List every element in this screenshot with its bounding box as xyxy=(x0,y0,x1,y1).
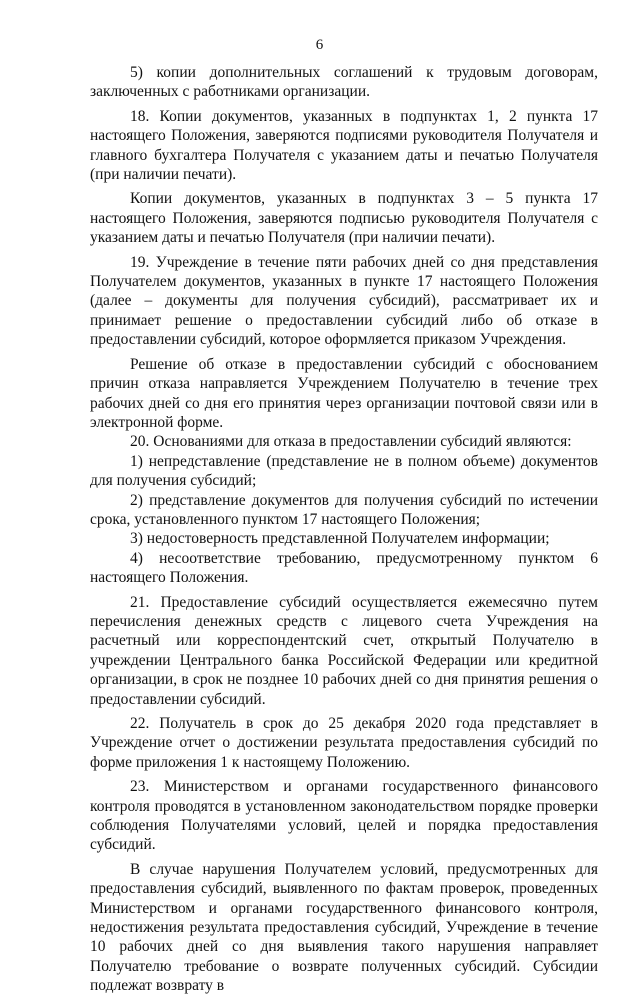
page-number: 6 xyxy=(315,37,324,53)
document-body xyxy=(90,63,598,996)
paragraph-20: 20. Основаниями для отказа в предоставлении субсидий являются: xyxy=(130,433,572,451)
paragraph-item-5: 5) копии дополнительных соглашений к трудовым договорам, заключенных с работниками организации. xyxy=(90,64,598,101)
paragraph-violation: В случае нарушения Получателем условий, предусмотренных для предоставления субсидий, выявленного по фактам проверок, проведенных Министерством и органами государственного финансового контроля, недостижения результата предоставления субсидий, Учреждение в течение 10 рабочих дней со дня выявления такого нарушения направляет Получателю требование о возврате полученных субсидий. Субсидии подлежат возврату в xyxy=(90,860,598,995)
paragraph-20-item-3: 3) недостоверность представленной Получателем информации; xyxy=(130,530,550,548)
paragraph-19: 19. Учреждение в течение пяти рабочих дней со дня представления Получателем документов, указанных в пункте 17 настоящего Положения (далее – документы для получения субсидий), рассматривает их и принимает решение о предоставлении субсидий либо об отказе в предоставлении субсидий, которое оформляется приказом Учреждения. xyxy=(90,253,598,349)
paragraph-20-item-1: 1) непредставление (представление не в полном объеме) документов для получения субсидий; xyxy=(90,452,598,490)
paragraph-22: 22. Получатель в срок до 25 декабря 2020 года представляет в Учреждение отчет о достижении результата предоставления субсидий по форме приложения 1 к настоящему Положению. xyxy=(90,715,598,771)
paragraph-refusal-decision: Решение об отказе в предоставлении субсидий с обоснованием причин отказа направляется Учреждением Получателю в течение трех рабочих дней со дня его принятия через организации почтовой связи или в электронной форме. xyxy=(90,355,598,431)
paragraph-18: 18. Копии документов, указанных в подпунктах 1, 2 пункта 17 настоящего Положения, заверяются подписями руководителя Получателя и главного бухгалтера Получателя с указанием даты и печатью Получателя (при наличии печати). xyxy=(90,107,598,184)
paragraph-21: 21. Предоставление субсидий осуществляется ежемесячно путем перечисления денежных средств с лицевого счета Учреждения на расчетный или корреспондентский счет, открытый Получателю в учреждении Центрального банка Российской Федерации или кредитной организации, в срок не позднее 10 рабочих дней со дня принятия решения о предоставлении субсидий. xyxy=(90,593,598,708)
paragraph-23: 23. Министерством и органами государственного финансового контроля проводятся в установленном законодательством порядке проверки соблюдения Получателями условий, целей и порядка предоставления субсидий. xyxy=(90,778,598,854)
paragraph-20-item-2: 2) представление документов для получения субсидий по истечении срока, установленного пунктом 17 настоящего Положения; xyxy=(90,491,598,528)
paragraph-copies-3-5: Копии документов, указанных в подпунктах 3 – 5 пункта 17 настоящего Положения, заверяются подписью руководителя Получателя с указанием даты и печатью Получателя (при наличии печати). xyxy=(90,190,598,247)
paragraph-20-item-4: 4) несоответствие требованию, предусмотренному пунктом 6 настоящего Положения. xyxy=(90,549,598,587)
